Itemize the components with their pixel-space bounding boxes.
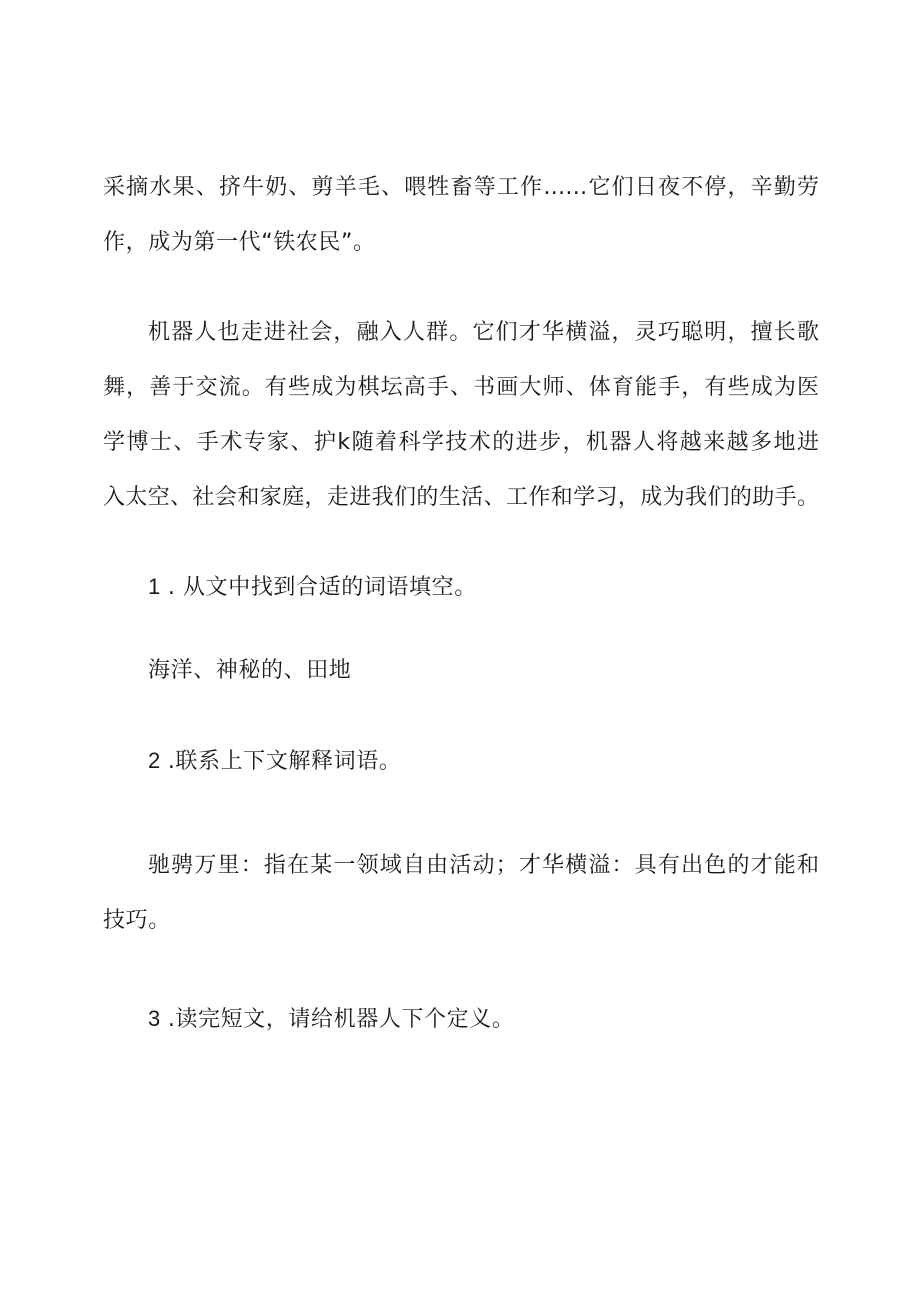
passage-line: 作，成为第一代“铁农民”。 xyxy=(103,230,376,255)
question-text: .联系上下文解释词语。 xyxy=(160,749,402,774)
question-2 xyxy=(148,746,401,777)
question-1 xyxy=(148,572,477,603)
answer-2-line: 技巧。 xyxy=(103,908,171,933)
question-text: .读完短文，请给机器人下个定义。 xyxy=(160,1007,515,1032)
passage-line: 入太空、社会和家庭，走进我们的生活、工作和学习，成为我们的助手。 xyxy=(103,485,819,510)
answer-1: 海洋、神秘的、田地 xyxy=(148,658,352,683)
answer-2-line: 驰骋万里：指在某一领域自由活动；才华横溢：具有出色的才能和 xyxy=(148,853,819,878)
question-number: 2 xyxy=(148,748,161,773)
question-number: 1 xyxy=(148,574,161,599)
question-number: 3 xyxy=(148,1006,161,1031)
passage-line: 舞，善于交流。有些成为棋坛高手、书画大师、体育能手，有些成为医 xyxy=(103,375,819,400)
question-3 xyxy=(148,1004,514,1035)
passage-line: 学博士、手术专家、护k随着科学技术的进步，机器人将越来越多地进 xyxy=(103,430,819,455)
passage-line: 采摘水果、挤牛奶、剪羊毛、喂牲畜等工作……它们日夜不停，辛勤劳 xyxy=(103,175,819,200)
question-text: . 从文中找到合适的词语填空。 xyxy=(160,575,477,600)
passage-line: 机器人也走进社会，融入人群。它们才华横溢，灵巧聪明，擅长歌 xyxy=(148,320,819,345)
